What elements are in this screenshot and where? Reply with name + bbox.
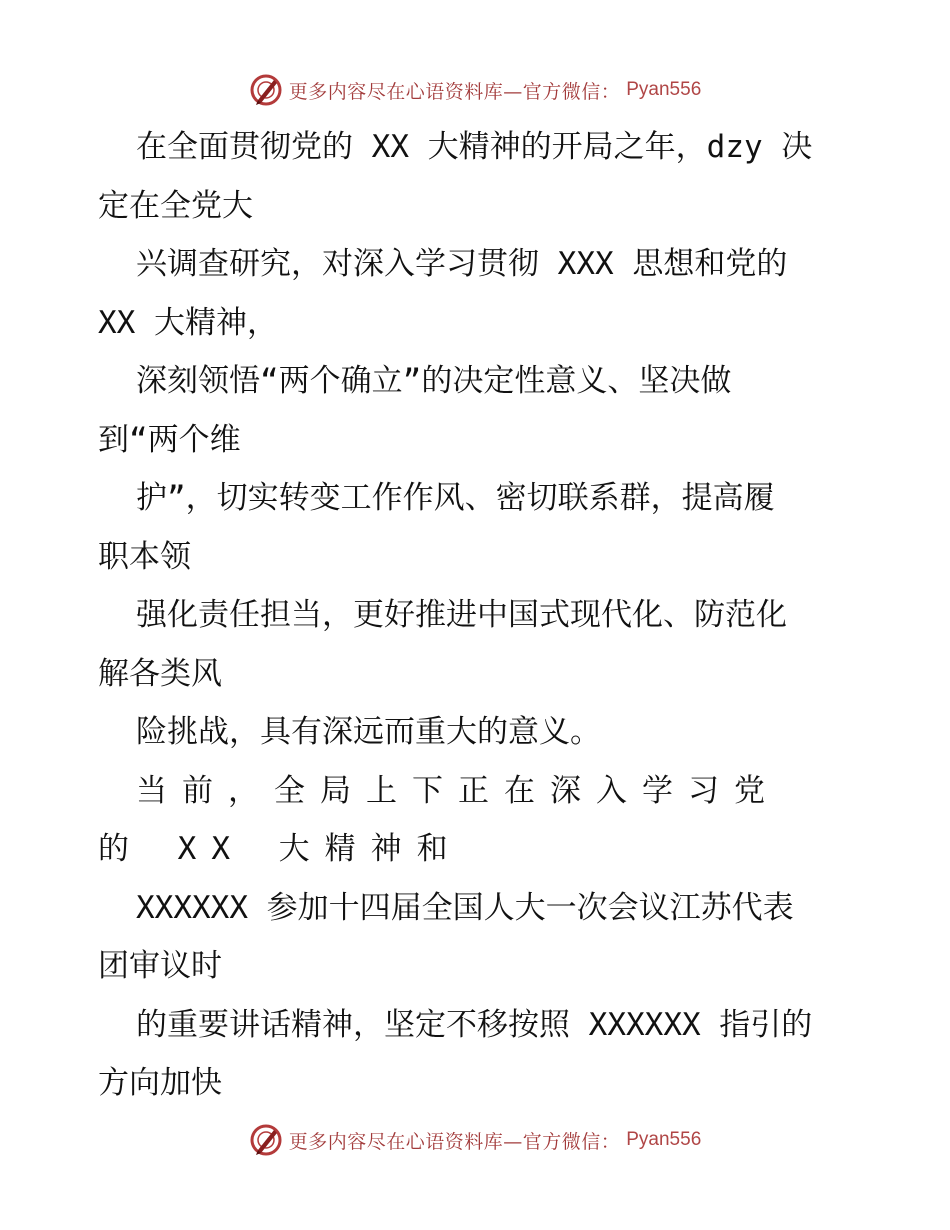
- text-line: 深刻领悟“两个确立”的决定性意义、坚决做: [136, 363, 732, 399]
- text-line: 职本领: [98, 538, 191, 575]
- footer-watermark: [0, 1120, 950, 1160]
- text-line: 护”，切实转变工作作风、密切联系群，提高履: [136, 480, 775, 516]
- body-text: [98, 118, 858, 1113]
- watermark-id: Pyan556: [626, 79, 702, 100]
- header-watermark: [0, 70, 950, 110]
- watermark-group: [249, 73, 702, 107]
- text-line: 险挑战，具有深远而重大的意义。: [136, 714, 601, 750]
- text-line: 定在全党大: [98, 187, 253, 224]
- pen-seal-icon: [249, 1123, 283, 1157]
- text-line: XX 大精神，: [98, 304, 278, 341]
- pen-seal-icon: [249, 73, 283, 107]
- watermark-text: 更多内容尽在心语资料库—官方微信：: [288, 80, 621, 103]
- text-line: 的 XX 大精神和: [98, 831, 463, 867]
- watermark-group: [249, 1123, 702, 1157]
- text-line: 解各类风: [98, 655, 222, 692]
- text-line: 的重要讲话精神，坚定不移按照 XXXXXX 指引的: [136, 1006, 813, 1043]
- text-line: 方向加快: [98, 1065, 222, 1101]
- watermark-text: 更多内容尽在心语资料库—官方微信：: [288, 1130, 621, 1153]
- watermark-id: Pyan556: [626, 1129, 702, 1150]
- text-line: 兴调查研究，对深入学习贯彻 XXX 思想和党的: [136, 246, 788, 282]
- text-line: 团审议时: [98, 948, 222, 984]
- text-line: 在全面贯彻党的 XX 大精神的开局之年，dzy 决: [136, 129, 813, 165]
- text-line: XXXXXX 参加十四届全国人大一次会议江苏代表: [136, 889, 794, 926]
- text-line: 当前，全局上下正在深入学习党: [136, 772, 780, 809]
- text-line: 强化责任担当，更好推进中国式现代化、防范化: [136, 597, 787, 633]
- text-line: 到“两个维: [98, 421, 241, 458]
